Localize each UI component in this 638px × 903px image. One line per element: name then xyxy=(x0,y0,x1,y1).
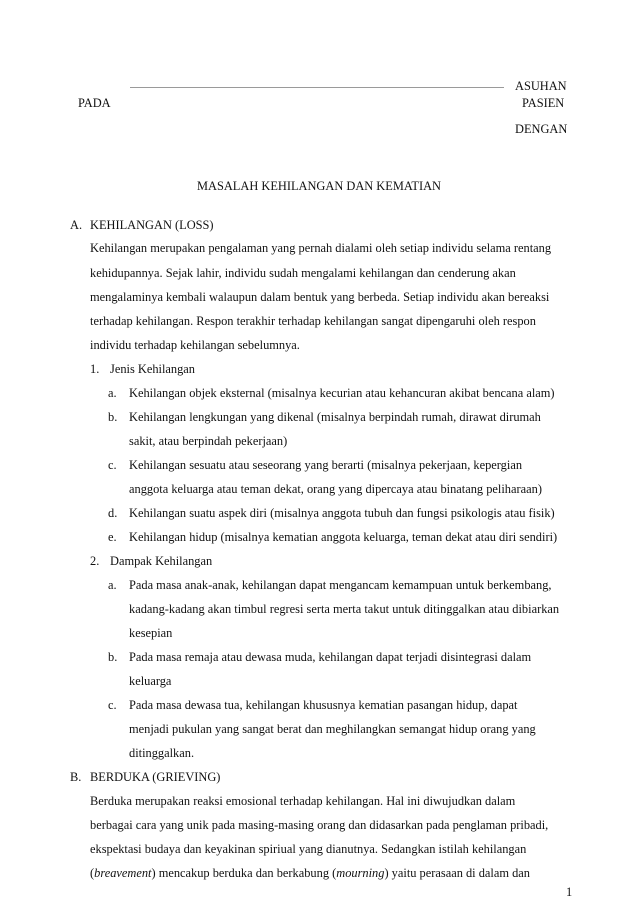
italic-term-mourning: mourning xyxy=(336,866,385,880)
header-word-pada: PADA xyxy=(78,96,111,110)
list-item-marker: a. xyxy=(108,578,117,592)
list-item-line: kadang-kadang akan timbul regresi serta merta takut untuk ditinggalkan atau dibiarkan xyxy=(129,602,560,616)
subsection-2-marker: 2. xyxy=(90,554,100,568)
section-a-para-line: mengalaminya kembali walaupun dalam bentuk yang berbeda. Setiap individu akan bereaksi xyxy=(90,290,550,304)
section-b-para-line: ekspektasi budaya dan keyakinan spiriual yang dianutnya. Sedangkan istilah kehilangan xyxy=(90,842,527,856)
section-b-marker: B. xyxy=(70,770,82,784)
list-item-marker: a. xyxy=(108,386,117,400)
header-rule xyxy=(130,87,504,88)
text-fragment: ( xyxy=(90,866,95,880)
header-word-asuhan: ASUHAN xyxy=(515,79,567,93)
subsection-2-heading: Dampak Kehilangan xyxy=(110,554,213,568)
list-item-line: Kehilangan sesuatu atau seseorang yang berarti (misalnya pekerjaan, kepergian xyxy=(129,458,523,472)
text-fragment: ) mencakup berduka dan berkabung ( xyxy=(151,866,337,880)
text-fragment: ) yaitu perasaan di dalam dan xyxy=(384,866,530,880)
list-item-marker: d. xyxy=(108,506,118,520)
list-item-line: Pada masa anak-anak, kehilangan dapat mengancam kemampuan untuk berkembang, xyxy=(129,578,552,592)
document-title: MASALAH KEHILANGAN DAN KEMATIAN xyxy=(197,179,442,193)
section-b-heading: BERDUKA (GRIEVING) xyxy=(90,770,221,784)
list-item-marker: b. xyxy=(108,410,118,424)
list-item-line: menjadi pukulan yang sangat berat dan meghilangkan semangat hidup orang yang xyxy=(129,722,536,736)
list-item-line: Kehilangan objek eksternal (misalnya kecurian atau kehancuran akibat bencana alam) xyxy=(129,386,555,400)
list-item-line: anggota keluarga atau teman dekat, orang yang dipercaya atau binatang peliharaan) xyxy=(129,482,542,496)
italic-term-breavement: breavement xyxy=(94,866,152,880)
header-word-pasien: PASIEN xyxy=(522,96,565,110)
list-item-line: Pada masa dewasa tua, kehilangan khususnya kematian pasangan hidup, dapat xyxy=(129,698,518,712)
header-word-dengan: DENGAN xyxy=(515,122,568,136)
section-b-para-line: Berduka merupakan reaksi emosional terhadap kehilangan. Hal ini diwujudkan dalam xyxy=(90,794,516,808)
list-item-marker: b. xyxy=(108,650,118,664)
list-item-line: Kehilangan hidup (misalnya kematian anggota keluarga, teman dekat atau diri sendiri) xyxy=(129,530,558,544)
section-b-para-line-italic-terms xyxy=(90,866,574,881)
section-a-heading: KEHILANGAN (LOSS) xyxy=(90,218,214,232)
section-a-para-line: Kehilangan merupakan pengalaman yang pernah dialami oleh setiap individu selama rentang xyxy=(90,241,552,255)
list-item-line: sakit, atau berpindah pekerjaan) xyxy=(129,434,288,448)
list-item-line: keluarga xyxy=(129,674,172,688)
list-item-line: Pada masa remaja atau dewasa muda, kehilangan dapat terjadi disintegrasi dalam xyxy=(129,650,532,664)
subsection-1-marker: 1. xyxy=(90,362,100,376)
section-a-marker: A. xyxy=(70,218,83,232)
subsection-1-heading: Jenis Kehilangan xyxy=(110,362,195,376)
list-item-line: Kehilangan suatu aspek diri (misalnya anggota tubuh dan fungsi psikologis atau fisik) xyxy=(129,506,555,520)
list-item-marker: c. xyxy=(108,698,117,712)
list-item-marker: e. xyxy=(108,530,117,544)
list-item-marker: c. xyxy=(108,458,117,472)
list-item-line: kesepian xyxy=(129,626,173,640)
section-a-para-line: individu terhadap kehilangan sebelumnya. xyxy=(90,338,300,352)
list-item-line: ditinggalkan. xyxy=(129,746,195,760)
section-a-para-line: terhadap kehilangan. Respon terakhir terhadap kehilangan sangat dipengaruhi oleh respon xyxy=(90,314,536,328)
section-b-para-line: berbagai cara yang unik pada masing-masing orang dan didasarkan pada penglaman pribadi, xyxy=(90,818,549,832)
list-item-line: Kehilangan lengkungan yang dikenal (misalnya berpindah rumah, dirawat dirumah xyxy=(129,410,541,424)
section-a-para-line: kehidupannya. Sejak lahir, individu sudah mengalami kehilangan dan cenderung akan xyxy=(90,266,516,280)
page-number: 1 xyxy=(566,885,573,899)
